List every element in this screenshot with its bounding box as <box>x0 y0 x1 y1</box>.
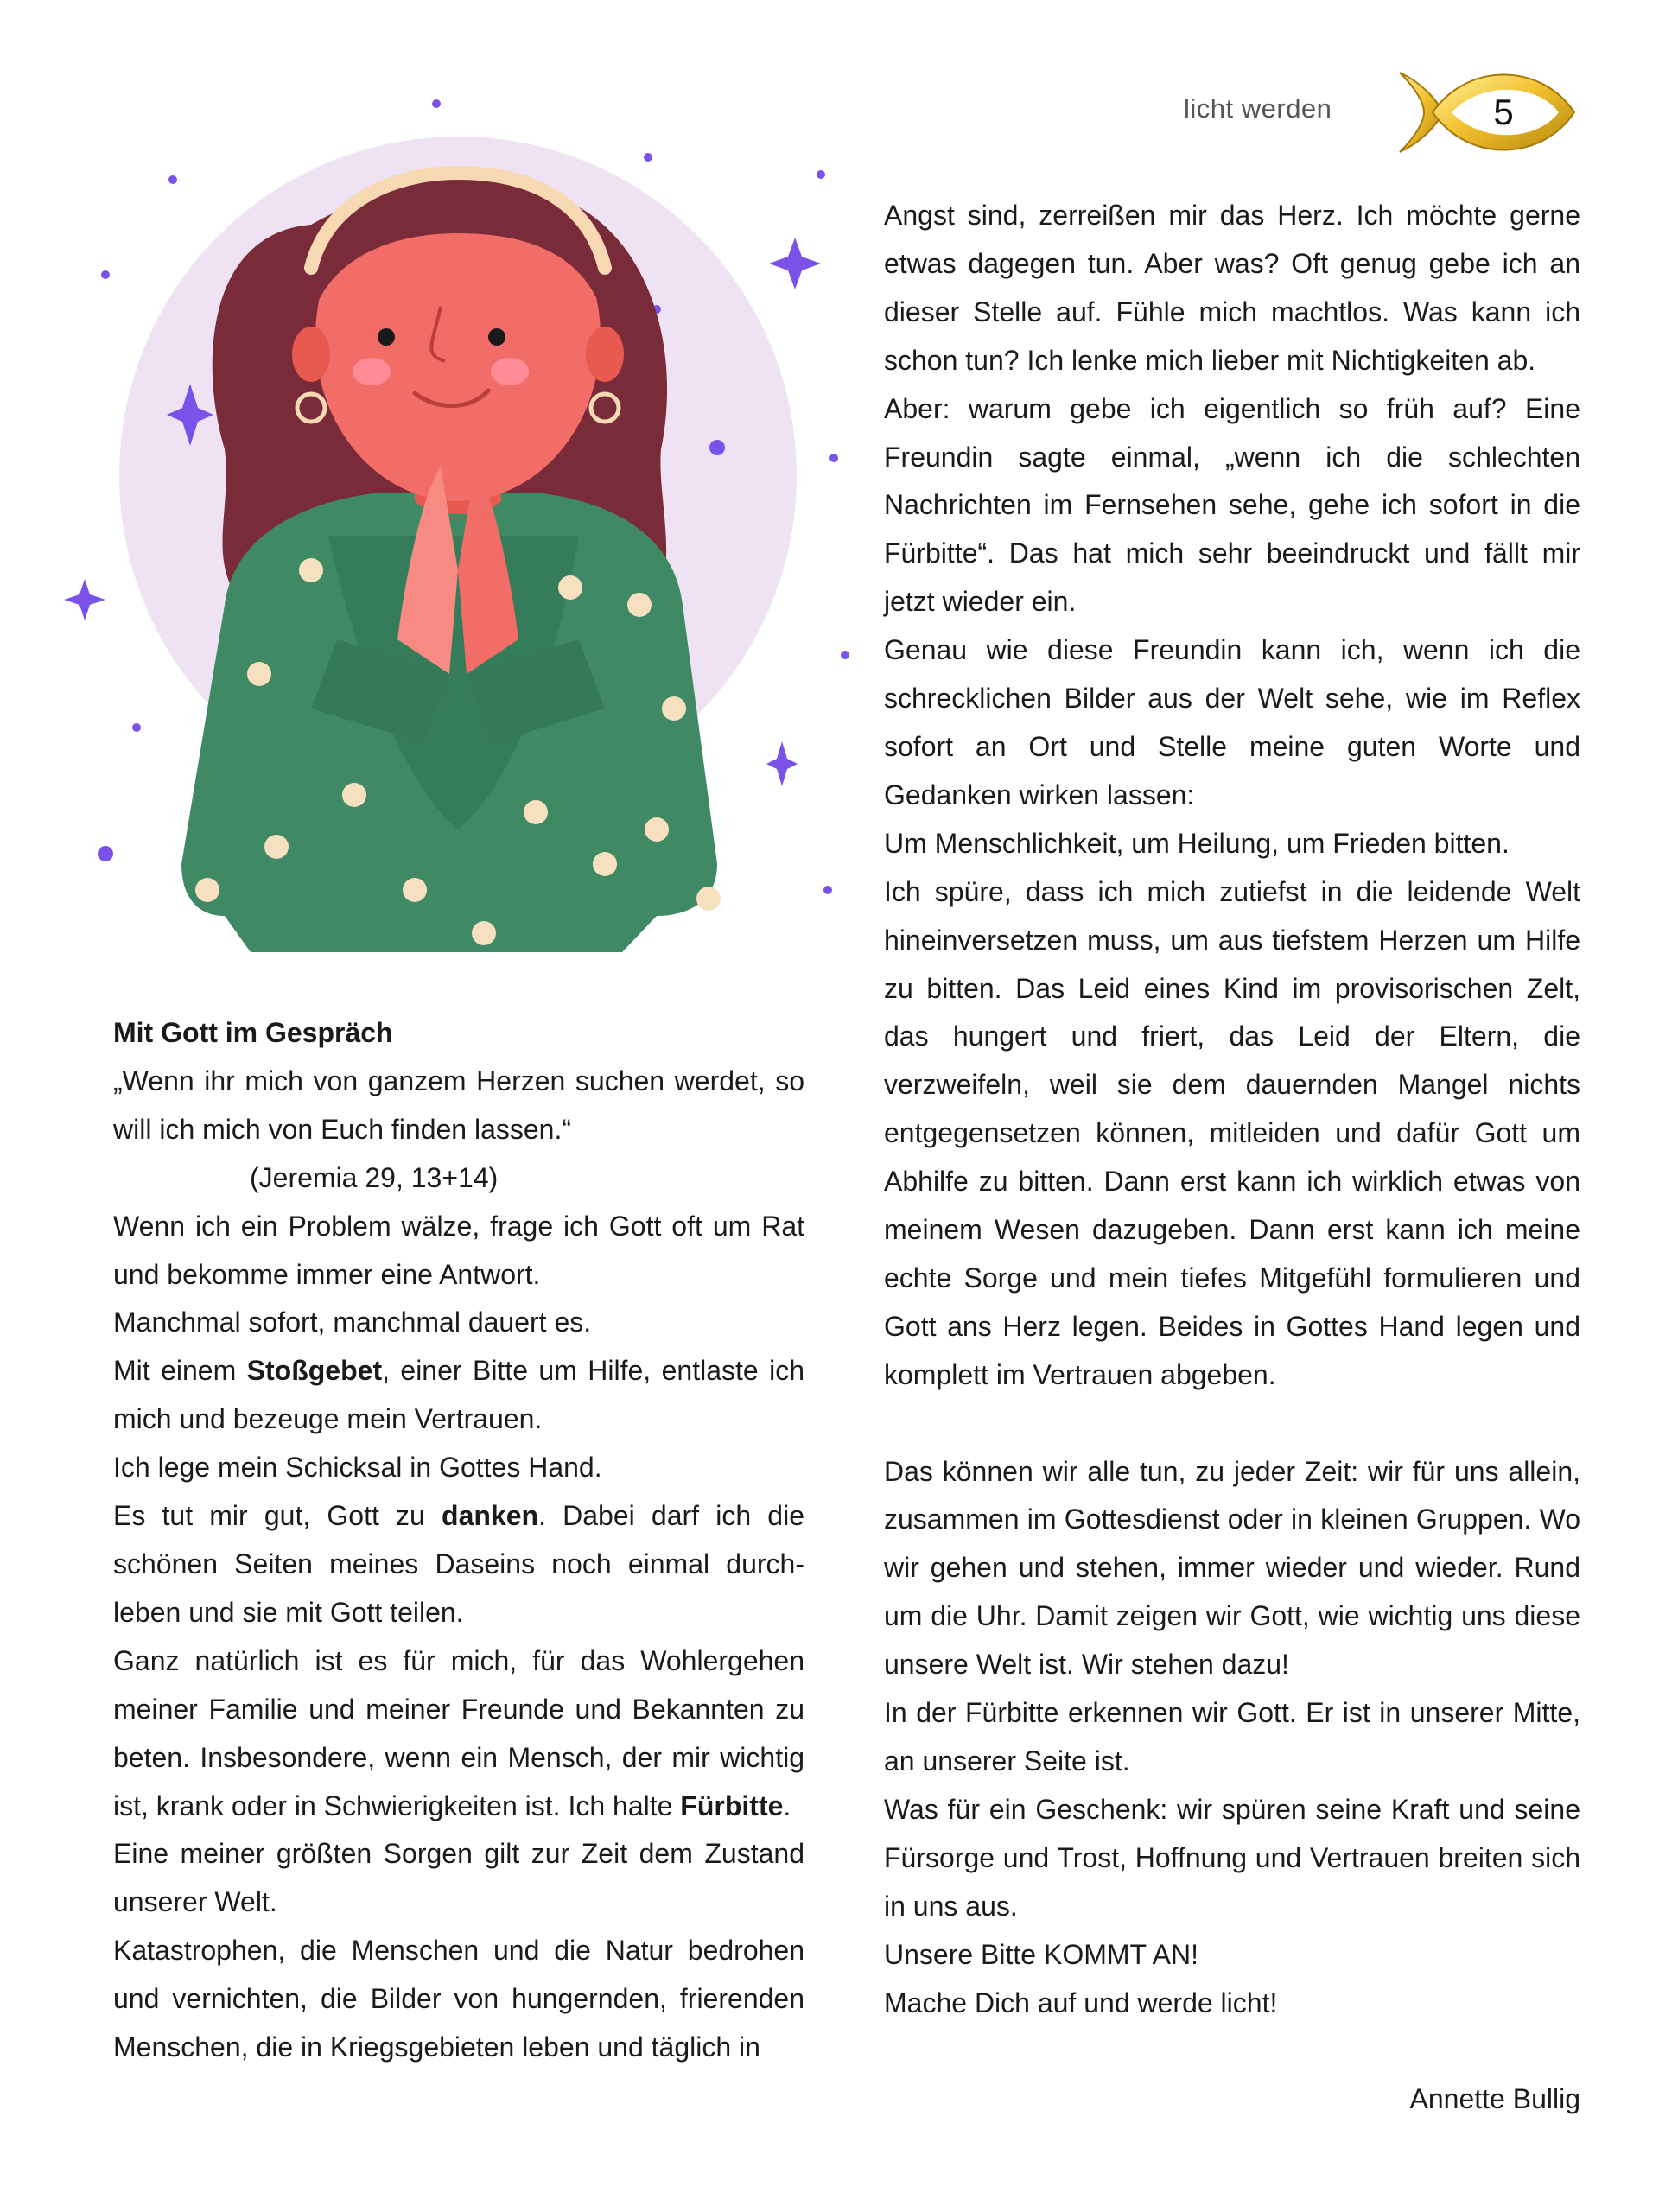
paragraph: Manchmal sofort, manchmal dauert es. <box>113 1306 592 1338</box>
paragraph: Mit einem Stoßgebet, einer Bitte um Hilfe, entlaste ich mich und bezeuge mein Vertrauen. <box>113 1355 805 1435</box>
paragraph: Aber: warum gebe ich eigentlich so früh auf? Eine Freundin sagte einmal, „wenn ich die schlechten Nachrichten im Fernsehen sehe, gehe ich sofort in die Fürbitte“. Das hat mich sehr beeindruckt und fällt mir jetzt wieder ein. <box>884 392 1580 618</box>
paragraph: Was für ein Geschenk: wir spüren seine Kraft und seine Fürsorge und Trost, Hoffnung und Vertrauen breiten sich in uns aus. <box>884 1793 1580 1922</box>
right-text-column <box>884 192 1580 2124</box>
paragraph: Ich lege mein Schicksal in Gottes Hand. <box>113 1452 602 1484</box>
spacer <box>884 2027 1580 2075</box>
bible-quote: „Wenn ihr mich von ganzem Herzen suchen werdet, so will ich mich von Euch finden lassen.“ <box>113 1065 804 1145</box>
paragraph: Um Menschlichkeit, um Heilung, um Frieden bitten. <box>884 827 1510 859</box>
paragraph: In der Fürbitte erkennen wir Gott. Er ist in unserer Mitte, an unserer Seite ist. <box>884 1697 1580 1777</box>
author-name: Annette Bullig <box>1409 2083 1580 2115</box>
paragraph: Genau wie diese Freundin kann ich, wenn ich die schrecklichen Bilder aus der Welt sehe, wie im Reflex sofort an Ort und Stelle meine guten Worte und Gedanken wirken lassen: <box>884 634 1580 810</box>
bold-term: Stoßgebet <box>246 1355 383 1387</box>
bold-term: Fürbitte <box>680 1789 784 1821</box>
paragraph: Unsere Bitte KOMMT AN! <box>884 1938 1198 1970</box>
paragraph: Wenn ich ein Problem wälze, frage ich Gott oft um Rat und bekomme immer eine Antwort. <box>113 1210 804 1290</box>
praying-girl-icon <box>52 86 864 959</box>
page-number: 5 <box>1493 92 1514 132</box>
paragraph: Mache Dich auf und werde licht! <box>884 1986 1278 2018</box>
left-text-column <box>113 1009 804 2072</box>
bold-term: danken <box>442 1500 539 1532</box>
spacer <box>884 1400 1580 1448</box>
section-heading: Mit Gott im Gespräch <box>113 1017 393 1048</box>
paragraph: Angst sind, zerreißen mir das Herz. Ich möchte gerne etwas dagegen tun. Aber was? Oft genug gebe ich an dieser Stelle auf. Fühle mich machtlos. Was kann ich schon tun? Ich lenke mich lieber mit Nichtigkeiten ab. <box>884 200 1580 376</box>
bible-citation: (Jeremia 29, 13+14) <box>250 1161 499 1193</box>
paragraph: Katastrophen, die Menschen und die Natur bedrohen und vernichten, die Bilder von hungernden, frierenden Menschen, die in Kriegsgebieten leben und täglich in <box>113 1935 804 2063</box>
paragraph: Das können wir alle tun, zu jeder Zeit: wir für uns allein, zusammen im Gottesdienst oder in kleinen Gruppen. Wo wir gehen und stehen, immer wieder und wieder. Rund um die Uhr. Damit zeigen wir Gott, wie wichtig uns diese unsere Welt ist. Wir stehen dazu! <box>884 1455 1580 1681</box>
running-title: licht werden <box>1184 93 1332 124</box>
paragraph: Ganz natürlich ist es für mich, für das Wohlergehen meiner Familie und meiner Freunde und Bekannten zu beten. Insbesondere, wenn ein Mensch, der mir wichtig ist, krank oder in Schwierigkeiten ist. Ich halte Fürbitte. <box>113 1644 804 1821</box>
paragraph: Ich spüre, dass ich mich zutiefst in die leidende Welt hineinversetzen muss, um aus tiefstem Herzen um Hilfe zu bitten. Das Leid eines Kind im provisorischen Zelt, das hungert und friert, das Leid der Eltern, die verzweifeln, weil sie dem dauernden Mangel nichts entgegensetzen können, mitleiden und dafür Gott um Abhilfe zu bitten. Dann erst kann ich wirklich etwas von meinem Wesen dazugeben. Dann erst kann ich meine echte Sorge und mein tiefes Mitgefühl formulieren und Gott ans Herz legen. Beides in Gottes Hand legen und komplett im Vertrauen abgeben. <box>884 875 1580 1390</box>
paragraph: Eine meiner größten Sorgen gilt zur Zeit dem Zustand unserer Welt. <box>113 1838 804 1918</box>
paragraph: Es tut mir gut, Gott zu danken. Dabei darf ich die schönen Seiten meines Daseins noch einmal durch-leben und sie mit Gott teilen. <box>113 1500 805 1628</box>
